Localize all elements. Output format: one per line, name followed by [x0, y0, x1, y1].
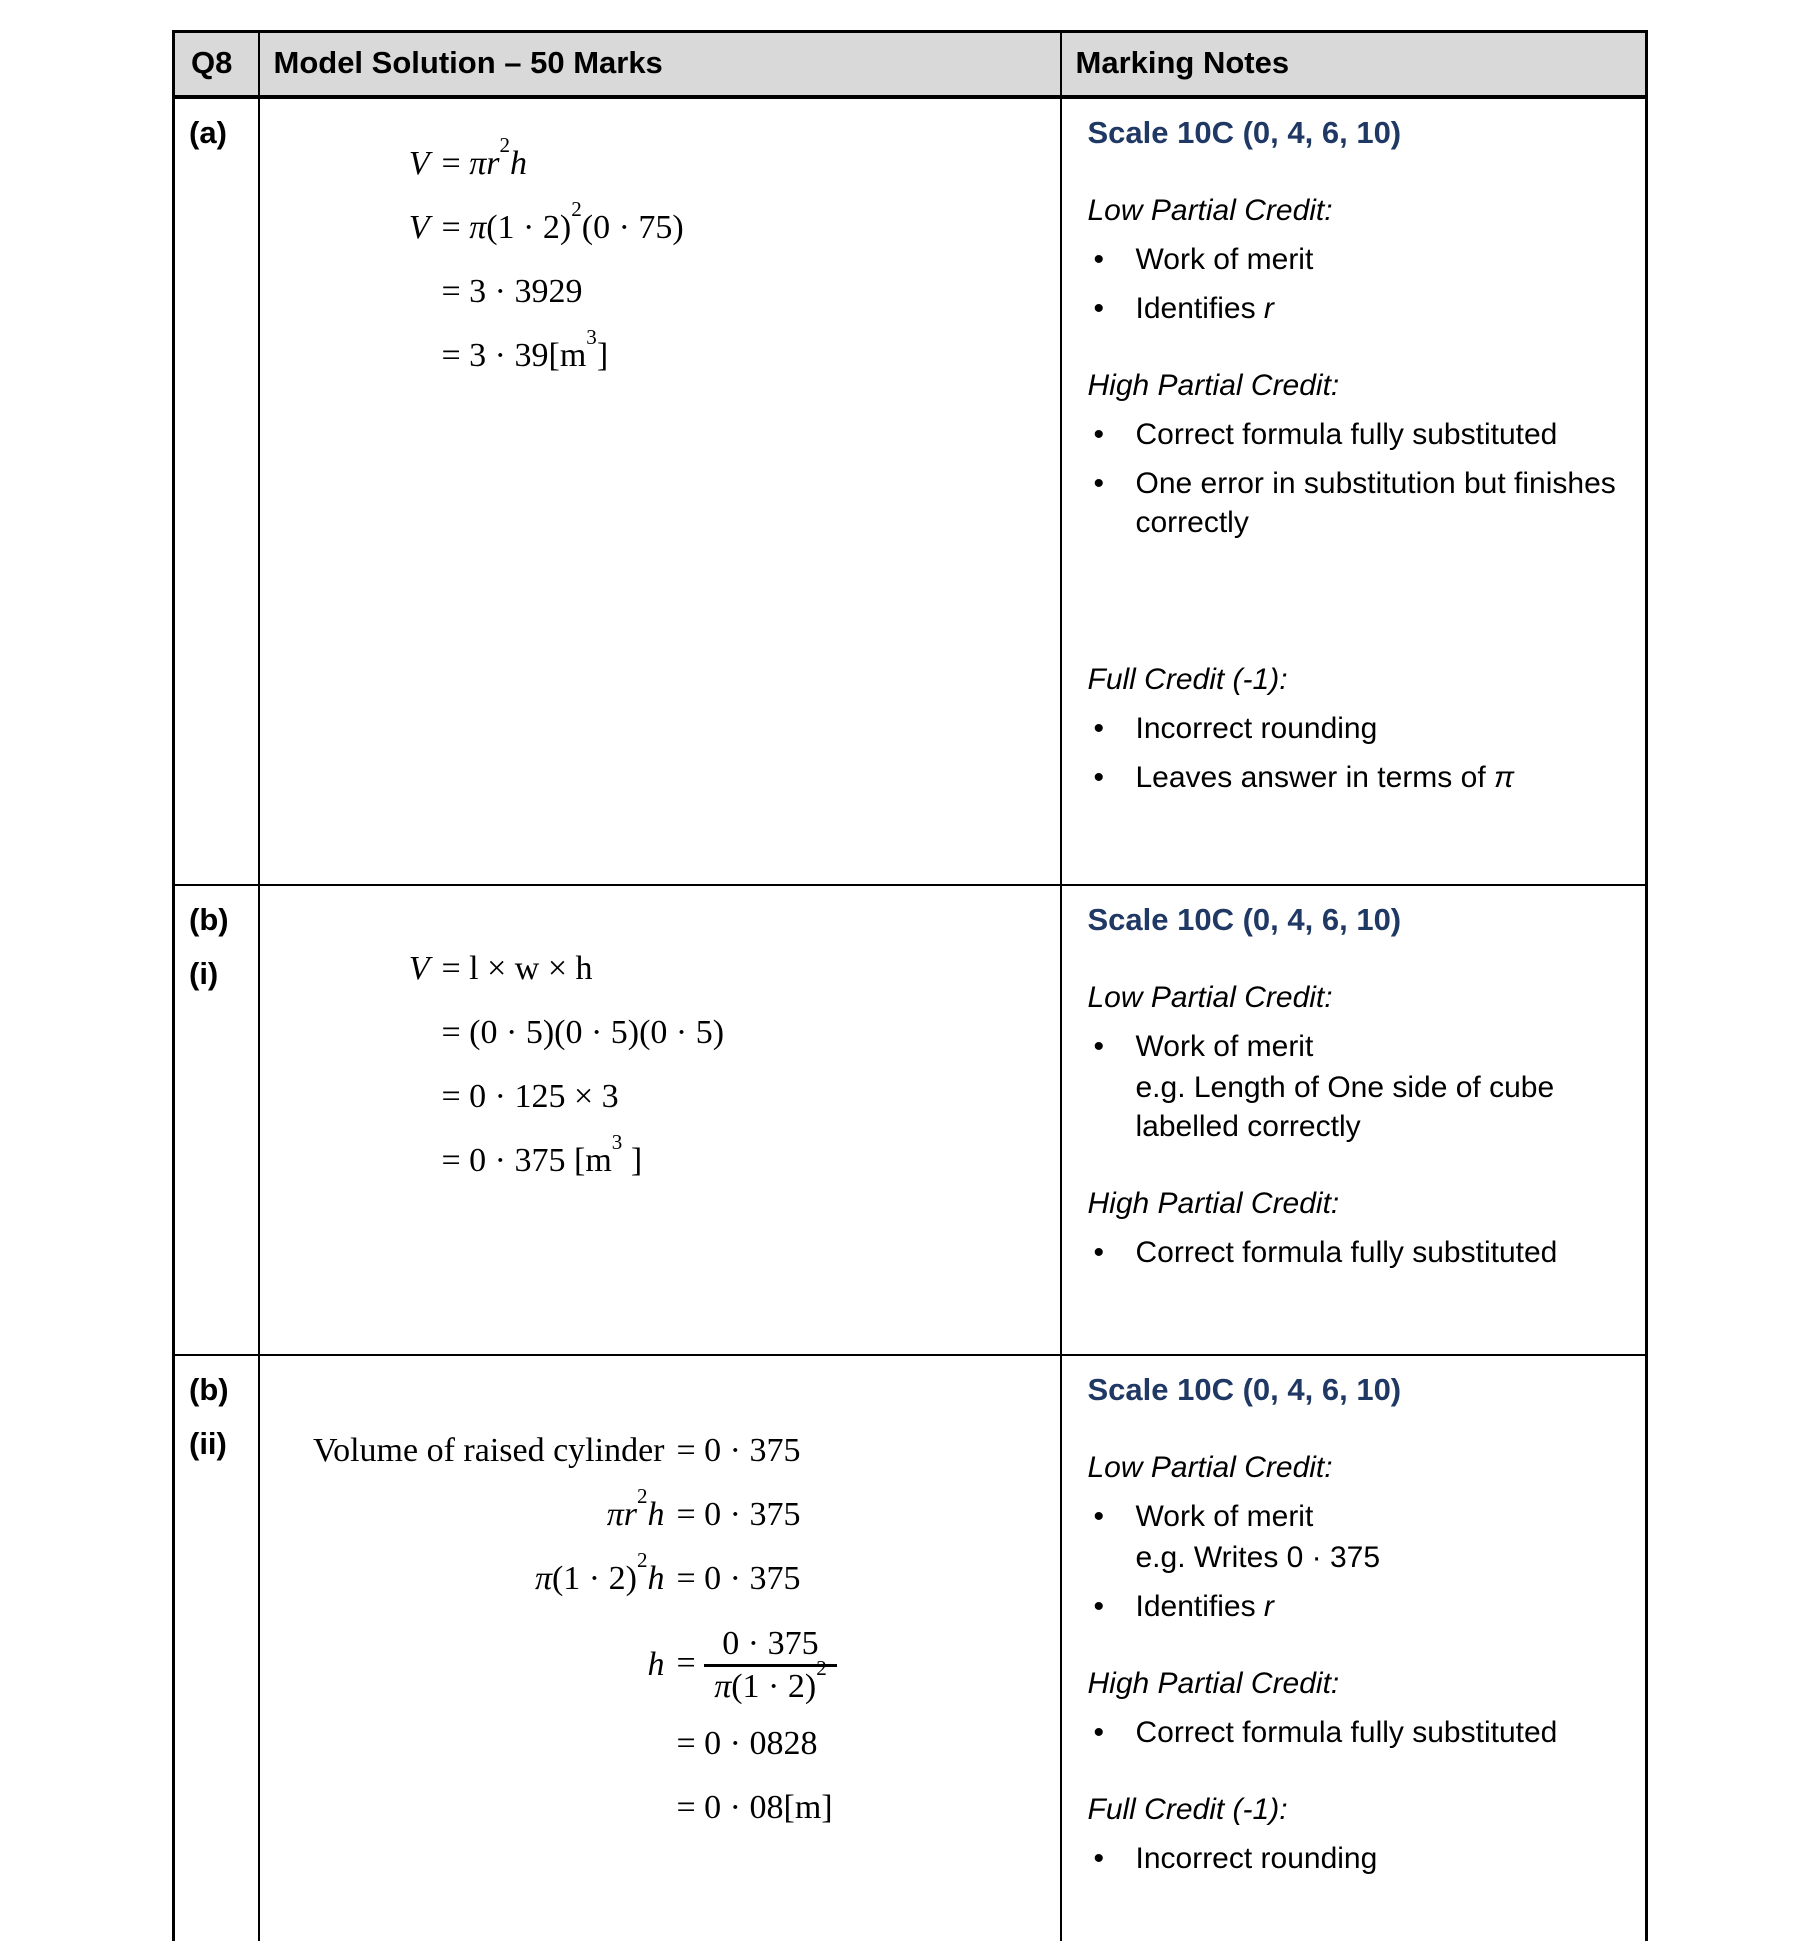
row-a-notes-cell — [1061, 97, 1647, 885]
math-text: = 0 · 375 — [676, 1559, 801, 1597]
row-b-i-solution-cell — [259, 885, 1061, 1355]
math-text: = l × w × h — [441, 949, 593, 987]
bullet-icon: • — [1093, 1715, 1105, 1749]
bullet-text — [1136, 758, 1628, 797]
bullet-text-italic: π — [1494, 760, 1515, 794]
bullet-text — [1136, 1713, 1628, 1752]
equation-line — [280, 1624, 1050, 1707]
notes-section — [1088, 1790, 1628, 1878]
notes-bullet — [1088, 240, 1628, 279]
row-a-label: (a) — [189, 114, 227, 150]
row-b-ii-solution-cell — [259, 1355, 1061, 1941]
equation-rhs — [442, 273, 583, 311]
row-b-i-notes-sections — [1088, 978, 1628, 1272]
math-text: V — [408, 949, 430, 987]
math-text: (1 · 2) — [486, 208, 572, 246]
bullet-icon: • — [1093, 760, 1105, 794]
marking-scheme-table — [172, 30, 1648, 1941]
notes-bullet — [1088, 415, 1628, 454]
header-model-solution-cell: Model Solution – 50 Marks — [259, 32, 1061, 97]
equation-lhs — [280, 1646, 665, 1684]
row-b-ii-notes-cell — [1061, 1355, 1647, 1941]
equation-line — [280, 132, 1050, 183]
math-text: = 0 · 375 [m — [441, 1141, 612, 1179]
bullet-icon: • — [1093, 1235, 1105, 1269]
equation-rhs — [441, 196, 684, 247]
notes-section — [1088, 978, 1628, 1146]
notes-section-title: High Partial Credit: — [1087, 1666, 1340, 1700]
math-text: V — [408, 208, 430, 246]
math-text: = 0 · 375 — [676, 1431, 801, 1469]
bullet-icon: • — [1093, 466, 1105, 500]
bullet-text-main: Identifies — [1135, 1589, 1264, 1623]
notes-bullet — [1088, 1497, 1628, 1577]
equation-rhs — [442, 1078, 619, 1116]
bullet-text-main: Correct formula fully substituted — [1135, 1715, 1558, 1749]
equation-lhs — [280, 1483, 665, 1534]
bullet-text — [1136, 240, 1628, 279]
equation-rhs — [441, 324, 609, 375]
header-marking-notes-cell: Marking Notes — [1061, 32, 1647, 97]
row-b-ii-label-cell — [174, 1355, 259, 1941]
notes-section-title: Full Credit (-1): — [1087, 1792, 1288, 1826]
equation-rhs — [677, 1725, 818, 1763]
bullet-text — [1136, 464, 1628, 542]
equation-lhs — [280, 145, 430, 183]
notes-section — [1088, 191, 1628, 328]
math-text: = 0 · 125 × 3 — [441, 1077, 619, 1115]
notes-section — [1088, 1448, 1628, 1626]
row-a — [174, 97, 1647, 885]
equation-rhs — [441, 132, 528, 183]
notes-bullet — [1088, 1713, 1628, 1752]
row-b-i-notes-cell — [1061, 885, 1647, 1355]
notes-bullet — [1088, 1027, 1628, 1146]
equation-rhs — [442, 1014, 725, 1052]
row-a-equations — [280, 132, 1050, 375]
equation-line — [280, 1483, 1050, 1534]
superscript: 2 — [571, 196, 582, 221]
row-b-ii-label: (b) — [189, 1371, 229, 1407]
fraction — [704, 1624, 837, 1707]
notes-section-title: High Partial Credit: — [1087, 1186, 1340, 1220]
bullet-icon: • — [1093, 291, 1105, 325]
math-text: Volume of raised cylinder — [312, 1431, 665, 1469]
bullet-text — [1136, 1027, 1628, 1146]
superscript: 3 — [611, 1129, 623, 1154]
math-text: (0 · 75) — [581, 208, 684, 246]
math-text: = 0 · 0828 — [676, 1724, 818, 1762]
bullet-text-italic: r — [1263, 1589, 1274, 1623]
row-b-ii — [174, 1355, 1647, 1941]
notes-section — [1088, 366, 1628, 542]
superscript: 3 — [586, 324, 597, 349]
bullet-text — [1136, 1587, 1628, 1626]
superscript: 2 — [816, 1655, 827, 1680]
bullet-text — [1136, 1497, 1628, 1577]
notes-bullet — [1088, 1233, 1628, 1272]
equation-line — [280, 1014, 1050, 1052]
equation-rhs — [677, 1624, 837, 1707]
bullet-text — [1136, 709, 1628, 748]
bullet-text-main: Correct formula fully substituted — [1135, 417, 1558, 451]
bullet-text-main: Correct formula fully substituted — [1135, 1235, 1558, 1269]
row-a-solution-cell — [259, 97, 1061, 885]
bullet-icon: • — [1093, 1499, 1105, 1533]
math-text: V — [408, 144, 430, 182]
row-b-i — [174, 885, 1647, 1355]
superscript: 2 — [636, 1483, 648, 1508]
equation-rhs — [677, 1496, 801, 1534]
notes-bullet — [1088, 1587, 1628, 1626]
math-text: = (0 · 5)(0 · 5)(0 · 5) — [441, 1013, 725, 1051]
notes-bullet — [1088, 464, 1628, 542]
equation-lhs — [280, 1432, 665, 1470]
bullet-icon: • — [1093, 1029, 1105, 1063]
bullet-text-main: One error in substitution but finishes correctly — [1135, 466, 1616, 539]
math-text: = 3 · 3929 — [441, 272, 583, 310]
row-b-ii-equations — [280, 1432, 1050, 1827]
notes-section — [1088, 1184, 1628, 1272]
equation-rhs — [441, 1129, 643, 1180]
equation-line — [280, 1547, 1050, 1598]
equation-rhs — [677, 1560, 801, 1598]
math-text: 0 · 375 — [722, 1624, 819, 1662]
bullet-text-main: Incorrect rounding — [1135, 711, 1378, 745]
bullet-icon: • — [1093, 1589, 1105, 1623]
math-text: h — [510, 144, 527, 182]
equation-rhs — [442, 950, 593, 988]
bullet-text — [1136, 415, 1628, 454]
bullet-text-main: Work of merit — [1135, 242, 1314, 276]
row-b-i-label-cell — [174, 885, 259, 1355]
math-text: = 0 · 375 — [676, 1495, 801, 1533]
math-text: π — [534, 1559, 552, 1597]
bullet-text — [1136, 1233, 1628, 1272]
equation-line — [280, 950, 1050, 988]
math-text: = — [441, 208, 470, 246]
math-text: h — [647, 1495, 665, 1533]
bullet-icon: • — [1093, 242, 1105, 276]
equation-line — [280, 196, 1050, 247]
bullet-icon: • — [1093, 1841, 1105, 1875]
math-text: = — [676, 1643, 705, 1681]
superscript: 2 — [499, 132, 510, 157]
math-text: (1 · 2) — [731, 1667, 817, 1705]
row-b-i-equations — [280, 950, 1050, 1180]
math-text: ] — [596, 336, 609, 374]
notes-section-title: Low Partial Credit: — [1087, 193, 1333, 227]
notes-bullet — [1088, 1839, 1628, 1878]
scale-heading: Scale 10C (0, 4, 6, 10) — [1087, 1371, 1402, 1407]
math-text: h — [647, 1559, 665, 1597]
math-text: = 3 · 39[m — [441, 336, 587, 374]
math-text: = 0 · 08[m] — [676, 1788, 833, 1826]
equation-line — [280, 1432, 1050, 1470]
math-text: π — [714, 1667, 732, 1705]
equation-line — [280, 1078, 1050, 1116]
equation-line — [280, 1789, 1050, 1827]
notes-bullet — [1088, 758, 1628, 797]
notes-section-title: Low Partial Credit: — [1087, 1450, 1333, 1484]
math-text: πr — [469, 144, 500, 182]
notes-bullet — [1088, 709, 1628, 748]
scale-heading: Scale 10C (0, 4, 6, 10) — [1087, 114, 1402, 150]
row-a-label-cell — [174, 97, 259, 885]
row-b-ii-notes-sections — [1088, 1448, 1628, 1878]
bullet-icon: • — [1093, 417, 1105, 451]
fraction-denominator — [704, 1655, 837, 1707]
math-text: π — [469, 208, 487, 246]
equation-line — [280, 324, 1050, 375]
row-b-ii-sublabel: (ii) — [189, 1425, 227, 1461]
notes-section — [1088, 1664, 1628, 1752]
equation-line — [280, 1129, 1050, 1180]
scale-heading: Scale 10C (0, 4, 6, 10) — [1087, 901, 1402, 937]
equation-line — [280, 273, 1050, 311]
header-row — [174, 32, 1647, 97]
equation-lhs — [280, 950, 430, 988]
bullet-text-main: Identifies — [1135, 291, 1264, 325]
row-b-i-label: (b) — [189, 901, 229, 937]
header-question-cell: Q8 — [174, 32, 259, 97]
bullet-subtext: e.g. Length of One side of cube labelled correctly — [1135, 1070, 1555, 1143]
math-text: = — [441, 144, 470, 182]
bullet-text-main: Incorrect rounding — [1135, 1841, 1378, 1875]
math-text: ] — [622, 1141, 643, 1179]
notes-section-title: Low Partial Credit: — [1087, 980, 1333, 1014]
superscript: 2 — [636, 1547, 648, 1572]
bullet-icon: • — [1093, 711, 1105, 745]
equation-rhs — [677, 1432, 801, 1470]
bullet-subtext: e.g. Writes 0 · 375 — [1135, 1540, 1381, 1574]
equation-lhs — [280, 209, 430, 247]
math-text: πr — [606, 1495, 637, 1533]
equation-lhs — [280, 1547, 665, 1598]
bullet-text — [1136, 289, 1628, 328]
notes-bullet — [1088, 289, 1628, 328]
notes-section — [1088, 660, 1628, 797]
bullet-text — [1136, 1839, 1628, 1878]
notes-section-title: Full Credit (-1): — [1087, 662, 1288, 696]
bullet-text-main: Work of merit — [1135, 1029, 1314, 1063]
notes-section-title: High Partial Credit: — [1087, 368, 1340, 402]
row-b-i-sublabel: (i) — [189, 955, 219, 991]
equation-rhs — [677, 1789, 833, 1827]
bullet-text-italic: r — [1263, 291, 1274, 325]
equation-line — [280, 1725, 1050, 1763]
row-a-notes-sections — [1088, 191, 1628, 797]
bullet-text-main: Work of merit — [1135, 1499, 1314, 1533]
math-text: (1 · 2) — [551, 1559, 637, 1597]
math-text: h — [647, 1646, 665, 1683]
bullet-text-main: Leaves answer in terms of — [1135, 760, 1494, 794]
